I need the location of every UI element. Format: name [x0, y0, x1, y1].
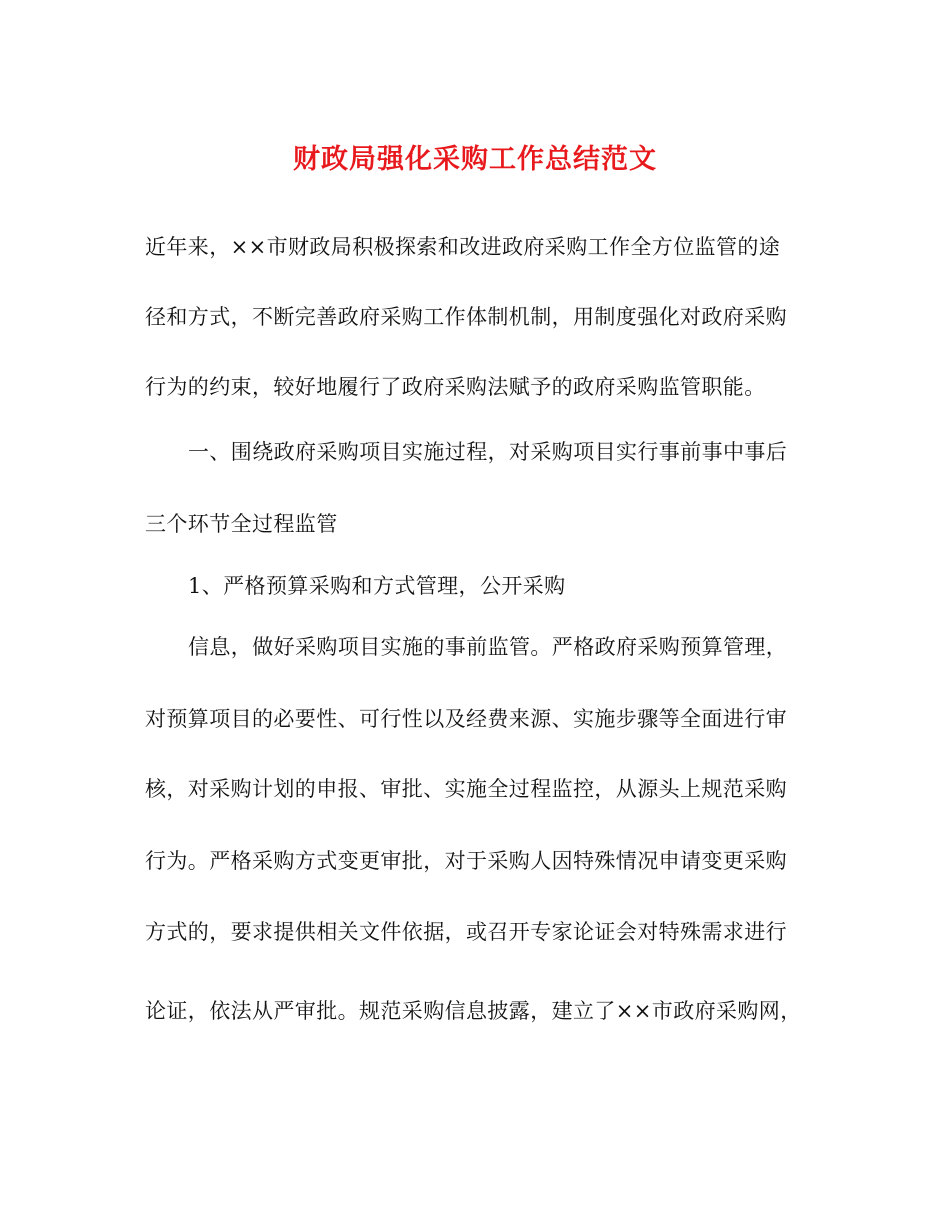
- subsection-heading: 1、严格预算采购和方式管理，公开采购: [188, 574, 566, 598]
- section-heading-line-1: 一、围绕政府采购项目实施过程，对采购项目实行事前事中事后: [188, 440, 788, 464]
- paragraph-line-8: 方式的，要求提供相关文件依据，或召开专家论证会对特殊需求进行: [145, 920, 787, 944]
- paragraph-line-1: 近年来，××市财政局积极探索和改进政府采购工作全方位监管的途: [145, 235, 781, 259]
- paragraph-line-6: 核，对采购计划的申报、审批、实施全过程监控，从源头上规范采购: [145, 777, 787, 801]
- document-title: 财政局强化采购工作总结范文: [293, 144, 657, 175]
- paragraph-line-9: 论证，依法从严审批。规范采购信息披露，建立了××市政府采购网，: [145, 999, 802, 1023]
- paragraph-line-2: 径和方式，不断完善政府采购工作体制机制，用制度强化对政府采购: [145, 305, 787, 329]
- paragraph-line-3: 行为的约束，较好地履行了政府采购法赋予的政府采购监管职能。: [145, 375, 766, 399]
- paragraph-line-5: 对预算项目的必要性、可行性以及经费来源、实施步骤等全面进行审: [145, 707, 787, 731]
- paragraph-line-4: 信息，做好采购项目实施的事前监管。严格政府采购预算管理，: [188, 635, 788, 659]
- section-heading-line-2: 三个环节全过程监管: [145, 512, 338, 536]
- paragraph-line-7: 行为。严格采购方式变更审批，对于采购人因特殊情况申请变更采购: [145, 849, 787, 873]
